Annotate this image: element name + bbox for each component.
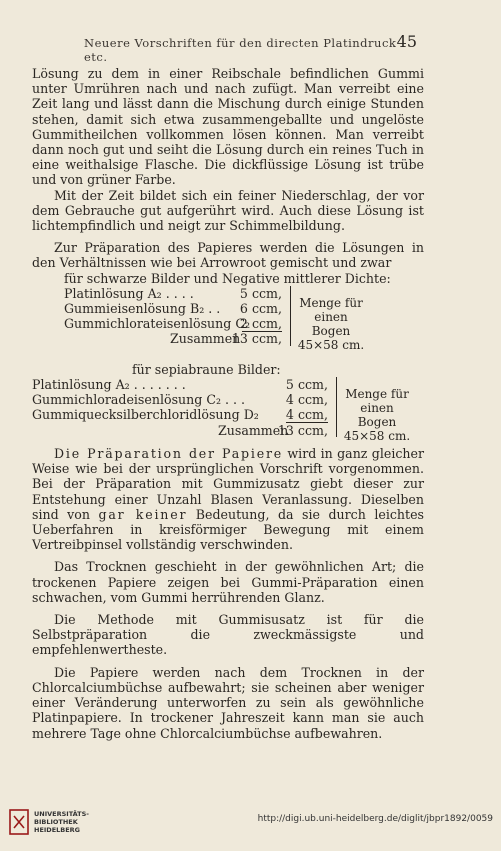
running-header: Neuere Vorschriften für den directen Platindruck etc. — [84, 36, 397, 64]
total-amount: 13 ccm, — [231, 331, 282, 347]
ingredient-label: Platinlösung A₂ . . . . . . . — [32, 377, 186, 393]
spaced-emphasis: Die Präparation der Papiere — [54, 446, 284, 462]
ingredient-label: Gummiquecksilberchloridlösung D₂ — [32, 407, 259, 423]
sheet-size-note: Menge für einen Bogen 45×58 cm. — [343, 387, 411, 444]
black-images-heading: für schwarze Bilder und Negative mittlerer Dichte: — [64, 270, 391, 286]
ingredient-amount: 4 ccm, — [285, 407, 328, 423]
brace — [286, 286, 291, 346]
paragraph-7: Die Papiere werden nach dem Trocknen in der Chlorcalciumbüchse aufbewahrt; sie scheinen aber weniger einer Veränderung unterworfen zu sein als gewöhnliche Platinpapiere. In trockener Jahreszeit kann man sie auch mehrere Tage ohne Chlorcalciumbüchse aufbewahren. — [32, 664, 424, 741]
ingredient-label: Gummieisenlösung B₂ . . — [64, 301, 221, 317]
paragraph-2: Mit der Zeit bildet sich ein feiner Niederschlag, der vor dem Gebrauche gut aufgerührt wird. Auch diese Lösung ist lichtempfindlich und neigt zur Schimmelbildung. — [32, 187, 424, 234]
sepia-images-heading: für sepiabraune Bilder: — [132, 361, 281, 377]
library-name: UNIVERSITÄTS- BIBLIOTHEK HEIDELBERG — [34, 810, 89, 834]
paragraph-4: Die Präparation der Papiere wird in ganz gleicher Weise wie bei der ursprünglichen Vorschrift vorgenommen. Bei der Präparation mit Gummizusatz giebt dieser zur Entstehung einer Unzahl Blasen Veranlassung. Dieselben sind von gar keiner Bedeutung, da sie durch leichtes Ueberfahren in kreisförmiger Bewegung mit einem Vertreibpinsel vollständig verschwinden. — [32, 446, 424, 553]
ingredient-label: Platinlösung A₂ . . . . — [64, 285, 194, 301]
paragraph-5: Das Trocknen geschieht in der gewöhnlichen Art; die trockenen Papiere zeigen bei Gummi-Präparation einen schwachen, vom Gummi herrührenden Glanz. — [32, 559, 424, 605]
ingredient-amount: 6 ccm, — [239, 301, 282, 317]
body-text — [32, 66, 424, 741]
sheet-size-note: Menge für einen Bogen 45×58 cm. — [297, 295, 365, 352]
table-total-row — [64, 331, 424, 346]
ingredient-label: Gummichlorateisenlösung C₂ — [64, 316, 250, 332]
table-row — [64, 286, 424, 301]
recipe-table-sepia — [32, 377, 424, 444]
ingredient-amount: 2 ccm, — [239, 316, 282, 332]
total-label: Zusammen — [218, 422, 289, 438]
source-url-link[interactable]: http://digi.ub.uni-heidelberg.de/diglit/jbpr1892/0059 — [257, 814, 493, 824]
paragraph-6: Die Methode mit Gummisusatz ist für die Selbstpräparation die zweckmässigste und empfehlenwertheste. — [32, 612, 424, 658]
total-label: Zusammen — [170, 331, 241, 347]
ingredient-amount: 5 ccm, — [239, 285, 282, 301]
table-row — [64, 316, 424, 331]
paragraph-1: Lösung zu dem in einer Reibschale befindlichen Gummi unter Umrühren nach und nach zufügt. Man verreibt eine Zeit lang und lässt dann die Mischung durch einige Stunden stehen, damit sich etwa zusammengeballte und ungelöste Gummitheilchen vollkommen lösen können. Man verreibt dann noch gut und seiht die Lösung durch ein reines Tuch in eine weithalsige Flasche. Die dickflüssige Lösung ist trübe und von grüner Farbe. — [32, 66, 424, 188]
recipe-table-black — [64, 286, 424, 362]
brace — [332, 377, 337, 437]
table-row — [64, 301, 424, 316]
page-number: 45 — [396, 32, 417, 51]
paragraph-3: Zur Präparation des Papieres werden die Lösungen in den Verhältnissen wie bei Arrowroot gemischt und zwar — [32, 240, 424, 271]
total-amount: 13 ccm, — [277, 422, 328, 438]
ingredient-amount: 5 ccm, — [285, 377, 328, 393]
spaced-emphasis: gar keiner — [98, 506, 188, 522]
ingredient-label: Gummichloradeisenlösung C₂ . . . — [32, 392, 246, 408]
ingredient-amount: 4 ccm, — [285, 392, 328, 408]
digitization-footer — [0, 802, 501, 842]
library-logo-icon — [8, 808, 30, 836]
